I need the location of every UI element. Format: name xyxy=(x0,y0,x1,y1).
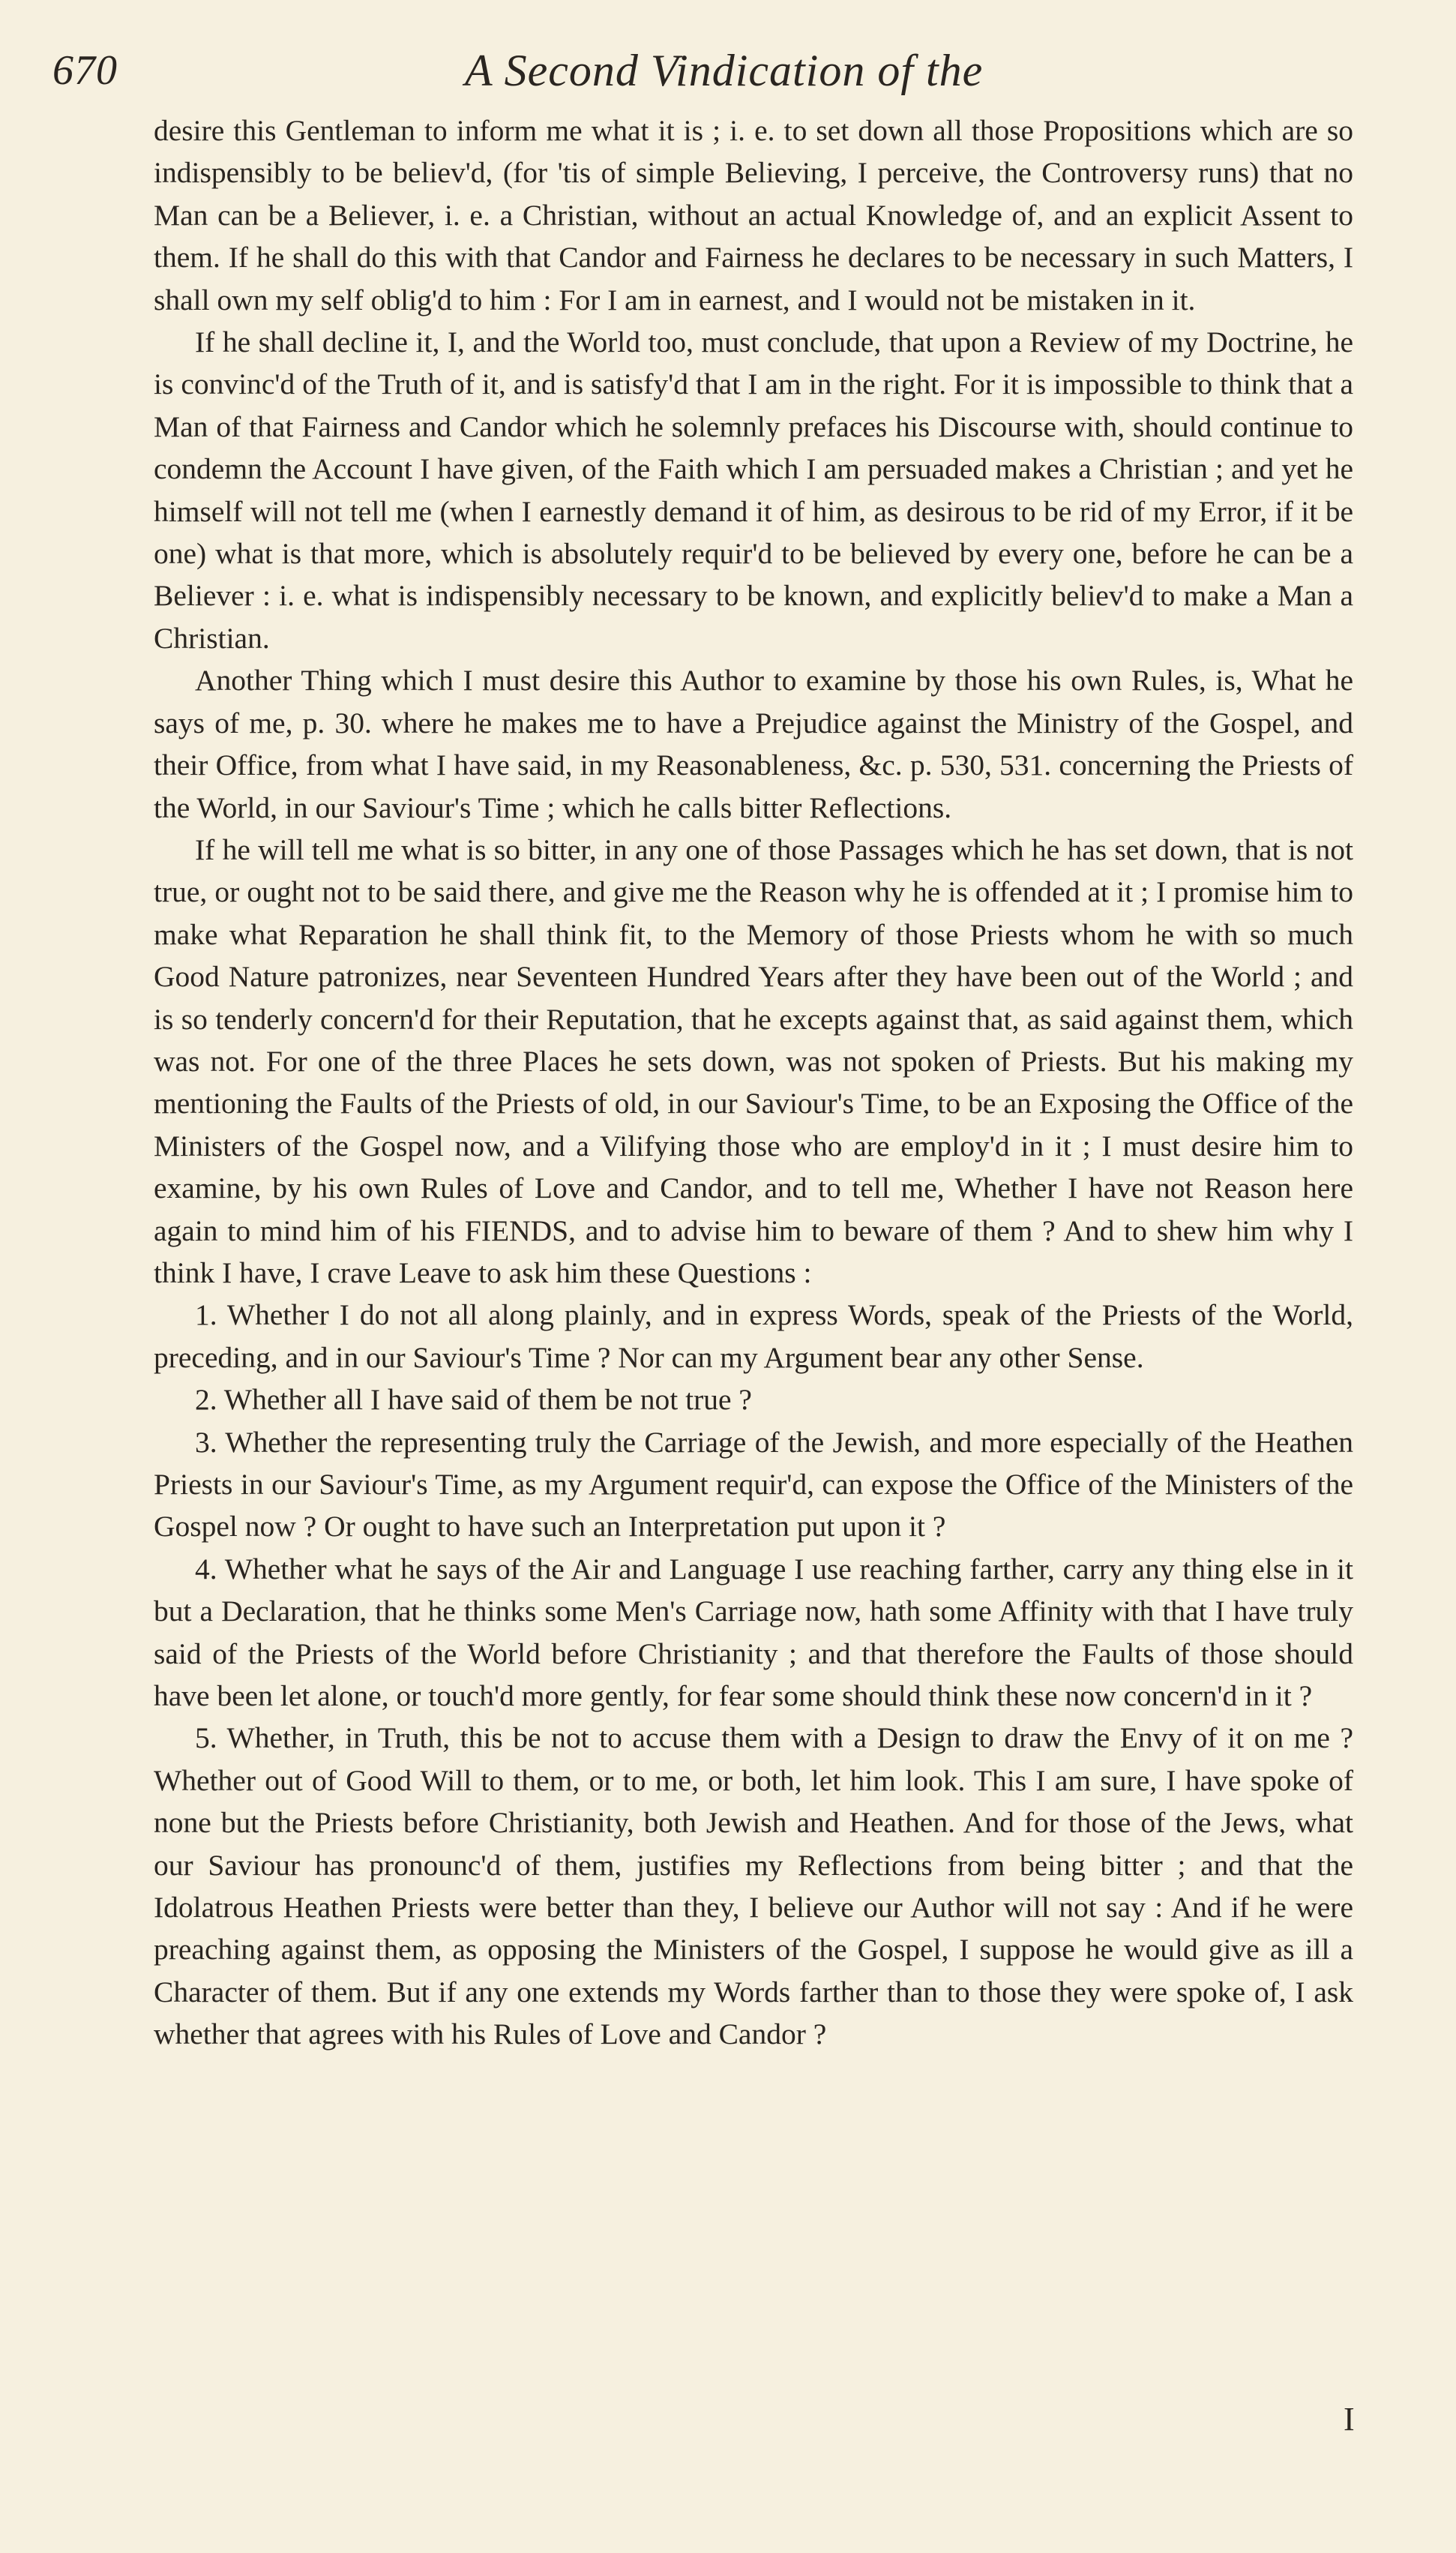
main-text xyxy=(154,110,1353,2056)
paragraph: Another Thing which I must desire this Author to examine by those his own Rules, is, What he says of me, p. 30. where he makes me to have a Prejudice against the Ministry of the Gospel, and their Office, from what I have said, in my Reasonableness, &c. p. 530, 531. concerning the Priests of the World, in our Saviour's Time ; which he calls bitter Reflections. xyxy=(154,664,1353,824)
numbered-question: 5. Whether, in Truth, this be not to accuse them with a Design to draw the Envy of it on me ? Whether out of Good Will to them, or to me, or both, let him look. This I am sure, I have spoke of none but the Priests before Christianity, both Jewish and Heathen. And for those of the Jews, what our Saviour has pronounc'd of them, justifies my Reflections from being bitter ; and that the Idolatrous Heathen Priests were better than they, I believe our Author will not say : And if he were preaching against them, as opposing the Ministers of the Gospel, I suppose he would give as ill a Character of them. But if any one extends my Words farther than to those they were spoke of, I ask whether that agrees with his Rules of Love and Candor ? xyxy=(154,1721,1353,2051)
paragraph: If he will tell me what is so bitter, in any one of those Passages which he has set down, that is not true, or ought not to be said there, and give me the Reason why he is offended at it ; I promise him to make what Reparation he shall think fit, to the Memory of those Priests whom he with so much Good Nature patronizes, near Seventeen Hundred Years after they have been out of the World ; and is so tenderly concern'd for their Reputation, that he excepts against that, as said against them, which was not. For one of the three Places he sets down, was not spoken of Priests. But his making my mentioning the Faults of the Priests of old, in our Saviour's Time, to be an Exposing the Office of the Ministers of the Gospel now, and a Vilifying those who are employ'd in it ; I must desire him to examine, by his own Rules of Love and Candor, and to tell me, Whether I have not Reason here again to mind him of his FIENDS, and to advise him to beware of them ? And to shew him why I think I have, I crave Leave to ask him these Questions : xyxy=(154,832,1353,1289)
numbered-question: 4. Whether what he says of the Air and Language I use reaching farther, carry any thing else in it but a Declaration, that he thinks some Men's Carriage now, hath some Affinity with that I have truly said of the Priests of the World before Christianity ; and that therefore the Faults of those should have been let alone, or touch'd more gently, for fear some should think these now concern'd in it ? xyxy=(154,1552,1353,1713)
paragraph: If he shall decline it, I, and the World too, must conclude, that upon a Review of my Doctrine, he is convinc'd of the Truth of it, and is satisfy'd that I am in the right. For it is impossible to think that a Man of that Fairness and Candor which he solemnly prefaces his Discourse with, should continue to condemn the Account I have given, of the Faith which I am persuaded makes a Christian ; and yet he himself will not tell me (when I earnestly demand it of him, as desirous to be rid of my Error, if it be one) what is that more, which is absolutely requir'd to be believed by every one, before he can be a Believer : i. e. what is indispensibly necessary to be known, and explicitly believ'd to make a Man a Christian. xyxy=(154,326,1353,655)
paragraph: desire this Gentleman to inform me what it is ; i. e. to set down all those Propositions which are so indispensibly to be believ'd, (for 'tis of simple Believing, I perceive, the Controversy runs) that no Man can be a Believer, i. e. a Christian, without an actual Knowledge of, and an explicit Assent to them. If he shall do this with that Candor and Fairness he declares to be necessary in such Matters, I shall own my self oblig'd to him : For I am in earnest, and I would not be mistaken in it. xyxy=(154,114,1353,316)
running-title: A Second Vindication of the xyxy=(465,46,984,95)
numbered-question: 3. Whether the representing truly the Carriage of the Jewish, and more especially of the Heathen Priests in our Saviour's Time, as my Argument requir'd, can expose the Office of the Ministers of the Gospel now ? Or ought to have such an Interpretation put upon it ? xyxy=(154,1425,1353,1544)
page-number: 670 xyxy=(52,47,118,94)
numbered-question: 1. Whether I do not all along plainly, and in express Words, speak of the Priests of the World, preceding, and in our Saviour's Time ? Nor can my Argument bear any other Sense. xyxy=(154,1298,1353,1374)
numbered-question: 2. Whether all I have said of them be not true ? xyxy=(195,1383,752,1417)
catchword: I xyxy=(1344,2401,1355,2438)
